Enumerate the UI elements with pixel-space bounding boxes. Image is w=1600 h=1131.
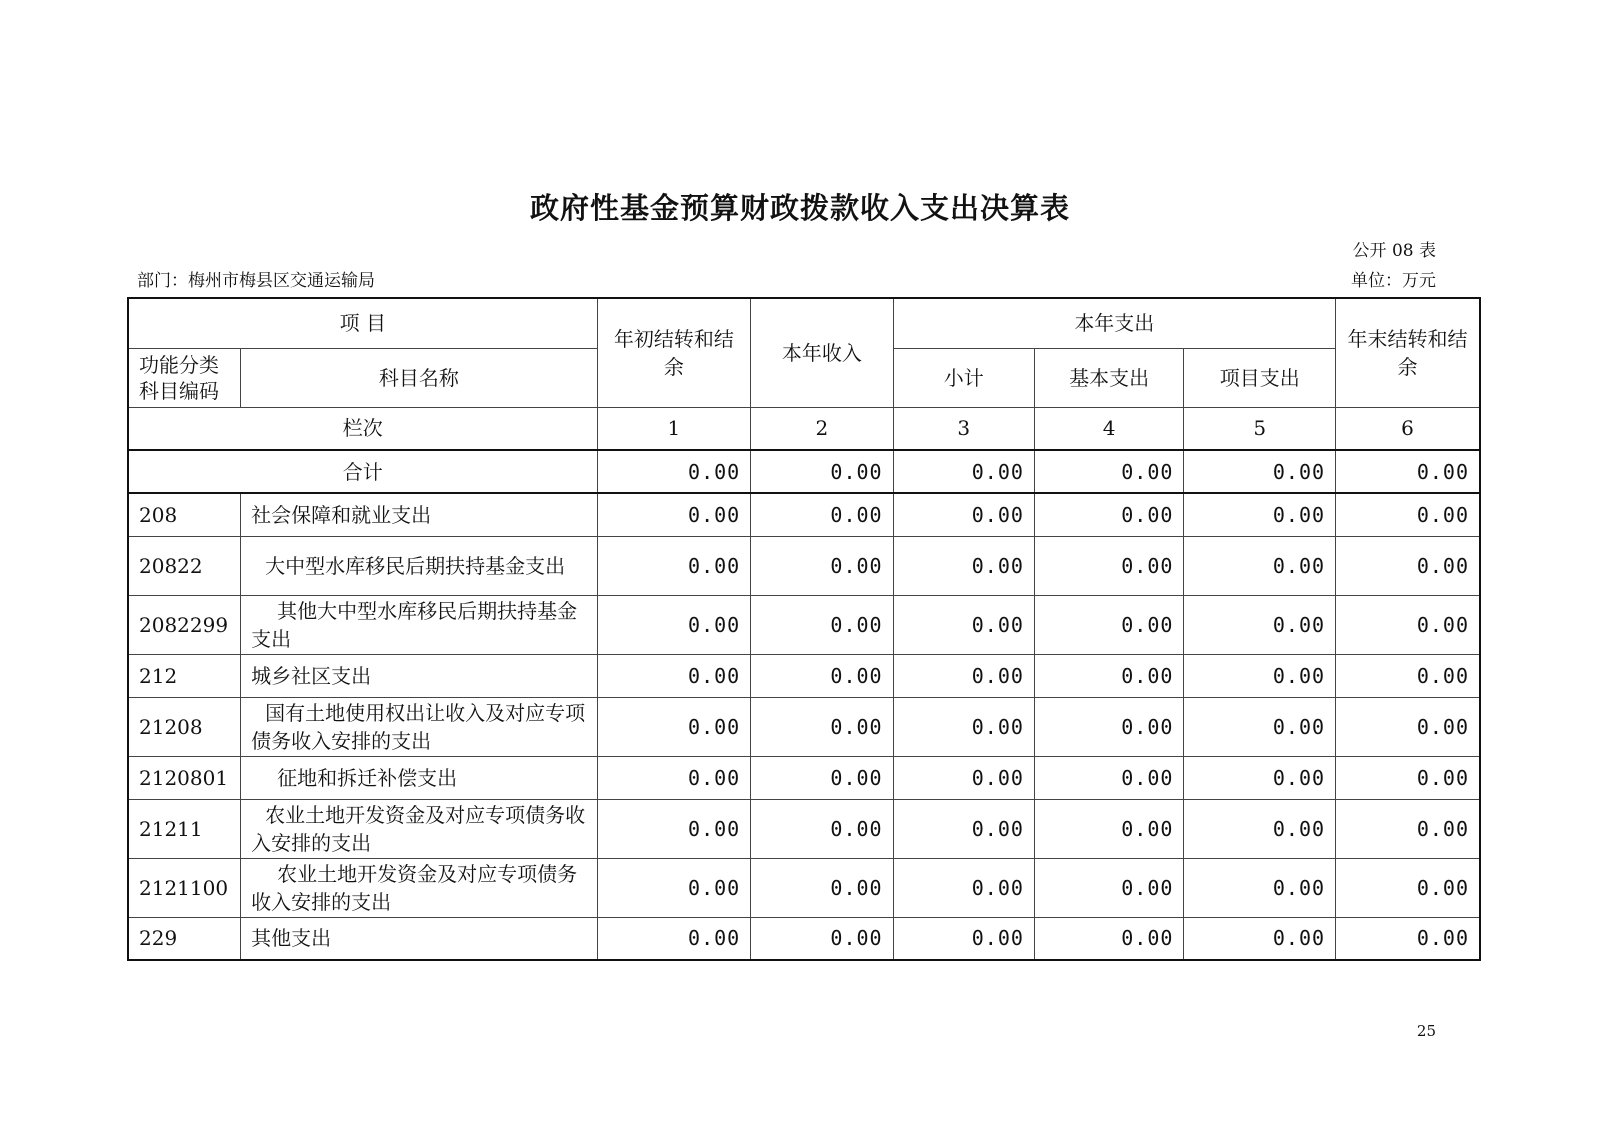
header-basic: 基本支出 (1034, 348, 1184, 407)
total-value: 0.00 (1034, 450, 1184, 493)
row-value: 0.00 (597, 858, 751, 917)
row-value: 0.00 (1336, 536, 1480, 595)
total-value: 0.00 (893, 450, 1034, 493)
total-value: 0.00 (1184, 450, 1336, 493)
row-value: 0.00 (1034, 756, 1184, 799)
row-value: 0.00 (893, 697, 1034, 756)
row-name: 社会保障和就业支出 (241, 493, 597, 536)
row-code: 229 (128, 917, 241, 960)
total-value: 0.00 (1336, 450, 1480, 493)
row-code: 21211 (128, 799, 241, 858)
row-value: 0.00 (1034, 536, 1184, 595)
row-name: 大中型水库移民后期扶持基金支出 (241, 536, 597, 595)
row-value: 0.00 (1034, 917, 1184, 960)
row-value: 0.00 (893, 858, 1034, 917)
row-code: 20822 (128, 536, 241, 595)
table-row (128, 917, 1480, 960)
row-name: 城乡社区支出 (241, 654, 597, 697)
row-code: 212 (128, 654, 241, 697)
total-label: 合计 (128, 450, 597, 493)
page-number: 25 (1416, 1022, 1436, 1040)
row-code: 2082299 (128, 595, 241, 654)
row-code: 2120801 (128, 756, 241, 799)
column-number: 5 (1184, 407, 1336, 450)
row-value: 0.00 (1034, 799, 1184, 858)
row-value: 0.00 (1184, 493, 1336, 536)
table-row (128, 697, 1480, 756)
row-value: 0.00 (1336, 493, 1480, 536)
row-value: 0.00 (597, 654, 751, 697)
column-number-label: 栏次 (128, 407, 597, 450)
header-carry-end: 年末结转和结余 (1336, 298, 1480, 407)
column-number: 6 (1336, 407, 1480, 450)
row-value: 0.00 (597, 595, 751, 654)
row-value: 0.00 (751, 917, 893, 960)
header-expense: 本年支出 (893, 298, 1335, 348)
row-value: 0.00 (1184, 536, 1336, 595)
table-row (128, 493, 1480, 536)
page-title: 政府性基金预算财政拨款收入支出决算表 (529, 191, 1070, 225)
table-row (128, 799, 1480, 858)
header-carry-begin: 年初结转和结余 (597, 298, 751, 407)
row-value: 0.00 (1184, 697, 1336, 756)
table-row (128, 858, 1480, 917)
row-code: 208 (128, 493, 241, 536)
row-name: 农业土地开发资金及对应专项债务收入安排的支出 (241, 799, 597, 858)
row-value: 0.00 (1336, 595, 1480, 654)
row-value: 0.00 (1184, 858, 1336, 917)
table-row (128, 654, 1480, 697)
row-value: 0.00 (751, 595, 893, 654)
row-value: 0.00 (1336, 858, 1480, 917)
table-row (128, 756, 1480, 799)
row-value: 0.00 (1034, 493, 1184, 536)
row-value: 0.00 (751, 536, 893, 595)
row-value: 0.00 (1336, 799, 1480, 858)
row-name: 其他支出 (241, 917, 597, 960)
row-name: 征地和拆迁补偿支出 (241, 756, 597, 799)
row-value: 0.00 (1184, 654, 1336, 697)
row-value: 0.00 (751, 858, 893, 917)
row-value: 0.00 (597, 799, 751, 858)
row-value: 0.00 (893, 756, 1034, 799)
budget-table (127, 297, 1481, 961)
header-project: 项目支出 (1184, 348, 1336, 407)
header-subtotal: 小计 (893, 348, 1034, 407)
form-number: 公开 08 表 (1352, 241, 1436, 261)
row-value: 0.00 (751, 756, 893, 799)
row-code: 2121100 (128, 858, 241, 917)
row-value: 0.00 (893, 654, 1034, 697)
total-value: 0.00 (751, 450, 893, 493)
row-value: 0.00 (751, 493, 893, 536)
row-value: 0.00 (1184, 799, 1336, 858)
row-value: 0.00 (1184, 917, 1336, 960)
column-number: 4 (1034, 407, 1184, 450)
row-name: 国有土地使用权出让收入及对应专项债务收入安排的支出 (241, 697, 597, 756)
row-value: 0.00 (597, 493, 751, 536)
row-value: 0.00 (597, 536, 751, 595)
unit-label: 单位：万元 (1351, 271, 1436, 291)
row-value: 0.00 (893, 493, 1034, 536)
row-value: 0.00 (1034, 595, 1184, 654)
row-value: 0.00 (893, 917, 1034, 960)
row-value: 0.00 (751, 697, 893, 756)
row-value: 0.00 (893, 536, 1034, 595)
row-name: 其他大中型水库移民后期扶持基金支出 (241, 595, 597, 654)
row-value: 0.00 (1336, 917, 1480, 960)
row-code: 21208 (128, 697, 241, 756)
table-row (128, 595, 1480, 654)
row-value: 0.00 (597, 697, 751, 756)
row-value: 0.00 (893, 799, 1034, 858)
header-name: 科目名称 (241, 348, 597, 407)
header-item: 项 目 (128, 298, 597, 348)
table-row (128, 536, 1480, 595)
column-number: 3 (893, 407, 1034, 450)
header-income: 本年收入 (751, 298, 893, 407)
row-value: 0.00 (1336, 756, 1480, 799)
column-number: 2 (751, 407, 893, 450)
header-code: 功能分类科目编码 (128, 348, 241, 407)
row-value: 0.00 (751, 799, 893, 858)
row-value: 0.00 (1034, 858, 1184, 917)
row-value: 0.00 (893, 595, 1034, 654)
row-value: 0.00 (1336, 654, 1480, 697)
total-value: 0.00 (597, 450, 751, 493)
row-value: 0.00 (751, 654, 893, 697)
row-value: 0.00 (1034, 697, 1184, 756)
row-value: 0.00 (1336, 697, 1480, 756)
row-value: 0.00 (1184, 595, 1336, 654)
department-label: 部门：梅州市梅县区交通运输局 (137, 271, 375, 291)
column-number: 1 (597, 407, 751, 450)
row-value: 0.00 (1034, 654, 1184, 697)
row-value: 0.00 (597, 917, 751, 960)
row-value: 0.00 (1184, 756, 1336, 799)
row-name: 农业土地开发资金及对应专项债务收入安排的支出 (241, 858, 597, 917)
row-value: 0.00 (597, 756, 751, 799)
